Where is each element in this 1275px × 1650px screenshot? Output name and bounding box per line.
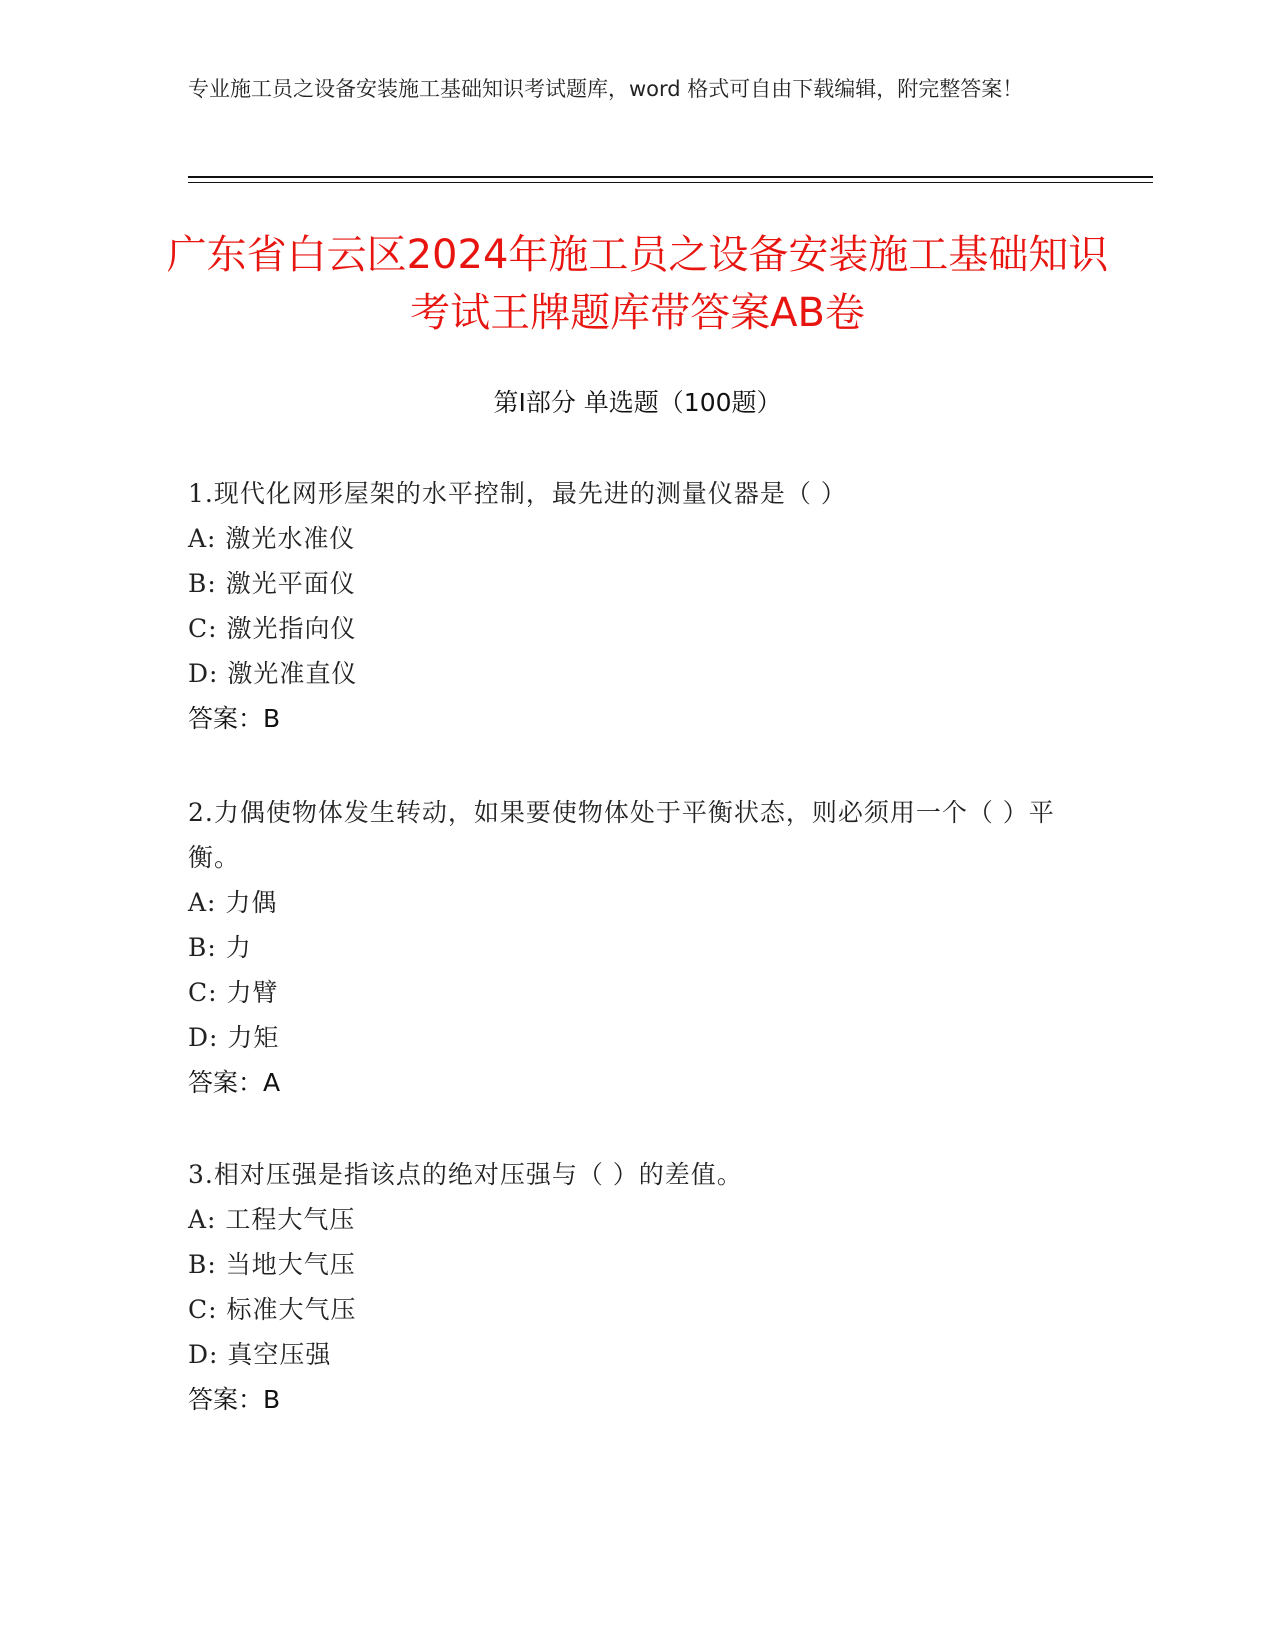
header-divider-thick: [188, 176, 1153, 178]
question-stem: 1.现代化网形屋架的水平控制，最先进的测量仪器是（ ）: [188, 479, 847, 508]
option-b: B: 当地大气压: [188, 1250, 356, 1279]
option-b: B: 力: [188, 933, 252, 962]
answer-line: [188, 696, 1088, 741]
answer-value: B: [263, 704, 281, 733]
question-block: [188, 1152, 1088, 1422]
answer-value: B: [263, 1385, 281, 1414]
option-a: A: 工程大气压: [188, 1205, 356, 1234]
header-divider-thin: [188, 182, 1153, 183]
option-d: D: 真空压强: [188, 1340, 332, 1369]
header-note: 专业施工员之设备安装施工基础知识考试题库，word 格式可自由下载编辑，附完整答案！: [188, 77, 1024, 101]
answer-label: 答案：: [188, 704, 264, 733]
question-block: [188, 471, 1088, 741]
answer-label: 答案：: [188, 1385, 264, 1414]
option-d: D: 力矩: [188, 1023, 280, 1052]
answer-value: A: [263, 1068, 281, 1097]
option-d: D: 激光准直仪: [188, 659, 358, 688]
option-c: C: 标准大气压: [188, 1295, 357, 1324]
answer-line: [188, 1377, 1088, 1422]
option-a: A: 力偶: [188, 888, 278, 917]
option-a: A: 激光水准仪: [188, 524, 356, 553]
document-title: 广东省白云区2024年施工员之设备安装施工基础知识考试王牌题库带答案AB卷: [166, 232, 1109, 336]
option-c: C: 激光指向仪: [188, 614, 357, 643]
answer-line: [188, 1060, 1088, 1105]
section-title: 第Ⅰ部分 单选题（100题）: [493, 388, 782, 417]
question-block: [188, 790, 1088, 1105]
option-b: B: 激光平面仪: [188, 569, 356, 598]
option-c: C: 力臂: [188, 978, 279, 1007]
question-stem: 3.相对压强是指该点的绝对压强与（ ）的差值。: [188, 1160, 743, 1189]
question-stem: 2.力偶使物体发生转动，如果要使物体处于平衡状态，则必须用一个（ ）平衡。: [188, 798, 1055, 872]
answer-label: 答案：: [188, 1068, 264, 1097]
